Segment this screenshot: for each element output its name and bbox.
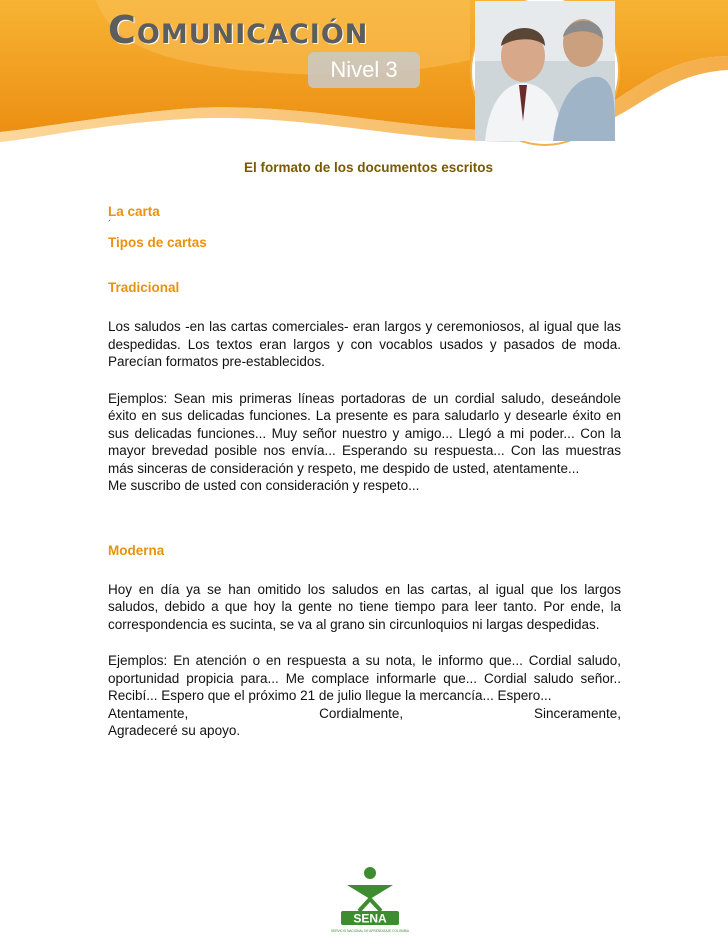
sena-logo-subtitle: SERVICIO NACIONAL DE APRENDIZAJE COLOMBIA <box>331 929 409 933</box>
section-heading-letter: La carta <box>108 204 160 219</box>
modern-heading: Moderna <box>108 542 165 558</box>
closing-atentamente: Atentamente, <box>108 705 189 721</box>
stray-tick: ´ <box>108 219 112 231</box>
sena-logo <box>331 865 409 941</box>
modern-paragraph-2: Ejemplos: En atención o en respuesta a su nota, le informo que... Cordial saludo, oportunidad propicia para... Me complace informarle que... Cordial saludo señor.. Recibí... Espero que el próximo 21 de julio llegue la mercancía... Espero... <box>108 653 621 703</box>
closing-cordialmente: Cordialmente, <box>319 705 404 721</box>
header-banner <box>0 0 728 150</box>
document-body <box>108 160 621 740</box>
traditional-paragraph-2: Ejemplos: Sean mis primeras líneas portadoras de un cordial saludo, deseándole éxito en sus delicadas funciones. La presente es para saludarlo y desearle éxito en sus delicadas funciones... Muy señor nuestro y amigo... Llegó a mi poder... Con la mayor brevedad posible nos envía... Esperando su respuesta... Con las muestras más sinceras de consideración y respeto, me despido de usted, atentamente... <box>108 390 621 476</box>
brand-title: Comunicación <box>108 8 369 52</box>
document-title: El formato de los documentos escritos <box>243 160 494 175</box>
closing-sinceramente: Sinceramente, <box>533 705 621 721</box>
header-photo <box>472 0 618 144</box>
traditional-heading: Tradicional <box>108 280 180 295</box>
sena-logo-icon <box>331 865 409 941</box>
modern-paragraph-3: Agradeceré su apoyo. <box>108 723 241 738</box>
types-heading: Tipos de cartas <box>108 235 207 250</box>
modern-paragraph-1: Hoy en día ya se han omitido los saludos en las cartas, al igual que los largos saludos, debido a que hoy la gente no tiene tiempo para leer tanto. Por ende, la correspondencia es sucinta, se va al grano sin circunloquios ni largas despedidas. <box>108 581 621 632</box>
closing-formulas <box>108 705 621 723</box>
sena-logo-label: SENA <box>353 911 387 926</box>
level-badge: Nivel 3 <box>330 57 398 82</box>
traditional-paragraph-1: Los saludos -en las cartas comerciales- eran largos y ceremoniosos, al igual que las despedidas. Los textos eran largos y con vocablos usados y pasados de moda. Parecían formatos pre-establecidos. <box>108 319 621 369</box>
people-photo-icon <box>475 1 615 141</box>
traditional-paragraph-3: Me suscribo de usted con consideración y respeto... <box>108 478 420 493</box>
